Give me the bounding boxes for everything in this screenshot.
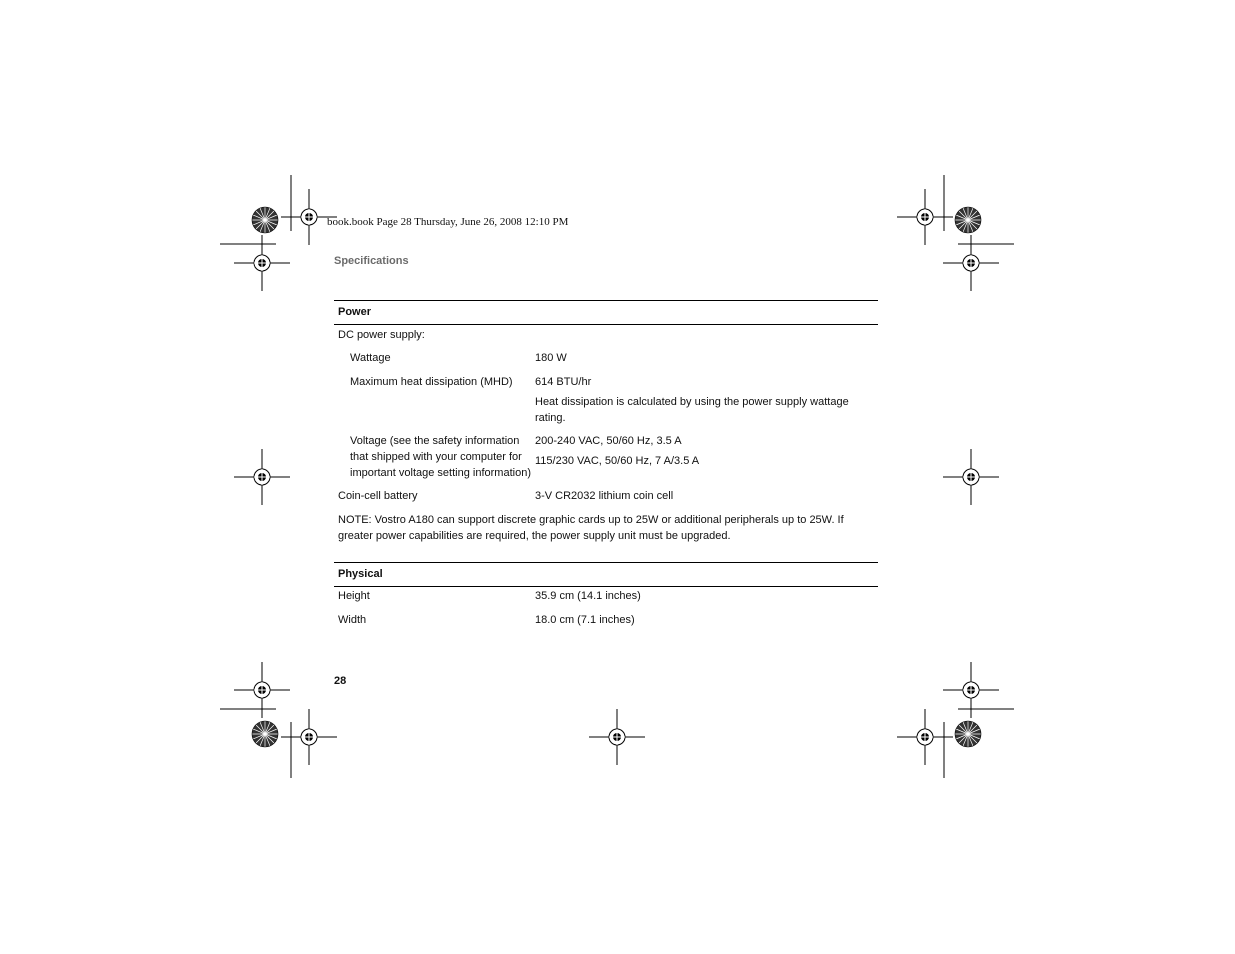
spec-row-wattage: [334, 350, 878, 366]
spec-value: [535, 433, 874, 481]
spec-value-line: 200-240 VAC, 50/60 Hz, 3.5 A: [535, 435, 682, 447]
spec-value: 18.0 cm (7.1 inches): [535, 614, 635, 626]
spec-row-heat: [334, 374, 878, 426]
dc-supply-row: [334, 327, 878, 343]
page-number: 28: [334, 675, 347, 687]
spec-label: Height: [338, 590, 370, 602]
power-note: [334, 512, 878, 544]
spec-value: 35.9 cm (14.1 inches): [535, 590, 641, 602]
physical-heading: Physical: [334, 562, 878, 587]
spec-label: Width: [338, 614, 367, 626]
spec-row-voltage: [334, 433, 878, 481]
power-heading: Power: [334, 300, 878, 325]
spec-value: 3-V CR2032 lithium coin cell: [535, 490, 674, 502]
spec-row-coin-cell: [334, 488, 878, 504]
spec-value: [535, 350, 874, 366]
spec-value: [535, 374, 874, 426]
spec-value-line: 614 BTU/hr: [535, 376, 592, 388]
spec-label: Coin-cell battery: [338, 490, 418, 502]
print-header: book.book Page 28 Thursday, June 26, 2008 12:10 PM: [327, 216, 569, 228]
spec-row-width: [334, 612, 878, 628]
spec-label: Maximum heat dissipation (MHD): [350, 376, 513, 388]
spec-label: Wattage: [350, 352, 391, 364]
running-head: Specifications: [334, 255, 409, 267]
spec-content: [334, 300, 878, 628]
spec-value-line: 180 W: [535, 352, 567, 364]
spec-label: Voltage (see the safety information that shipped with your computer for important voltage setting information): [350, 435, 531, 479]
spec-value-line: Heat dissipation is calculated by using the power supply wattage rating.: [535, 396, 849, 424]
spec-value-line: 115/230 VAC, 50/60 Hz, 7 A/3.5 A: [535, 455, 700, 467]
note-label: NOTE:: [338, 514, 372, 526]
spec-row-height: [334, 588, 878, 604]
dc-supply-label: DC power supply:: [338, 329, 425, 341]
note-text: Vostro A180 can support discrete graphic cards up to 25W or additional peripherals up to 25W. If greater power capabilities are required, the power supply unit must be upgraded.: [338, 514, 844, 542]
